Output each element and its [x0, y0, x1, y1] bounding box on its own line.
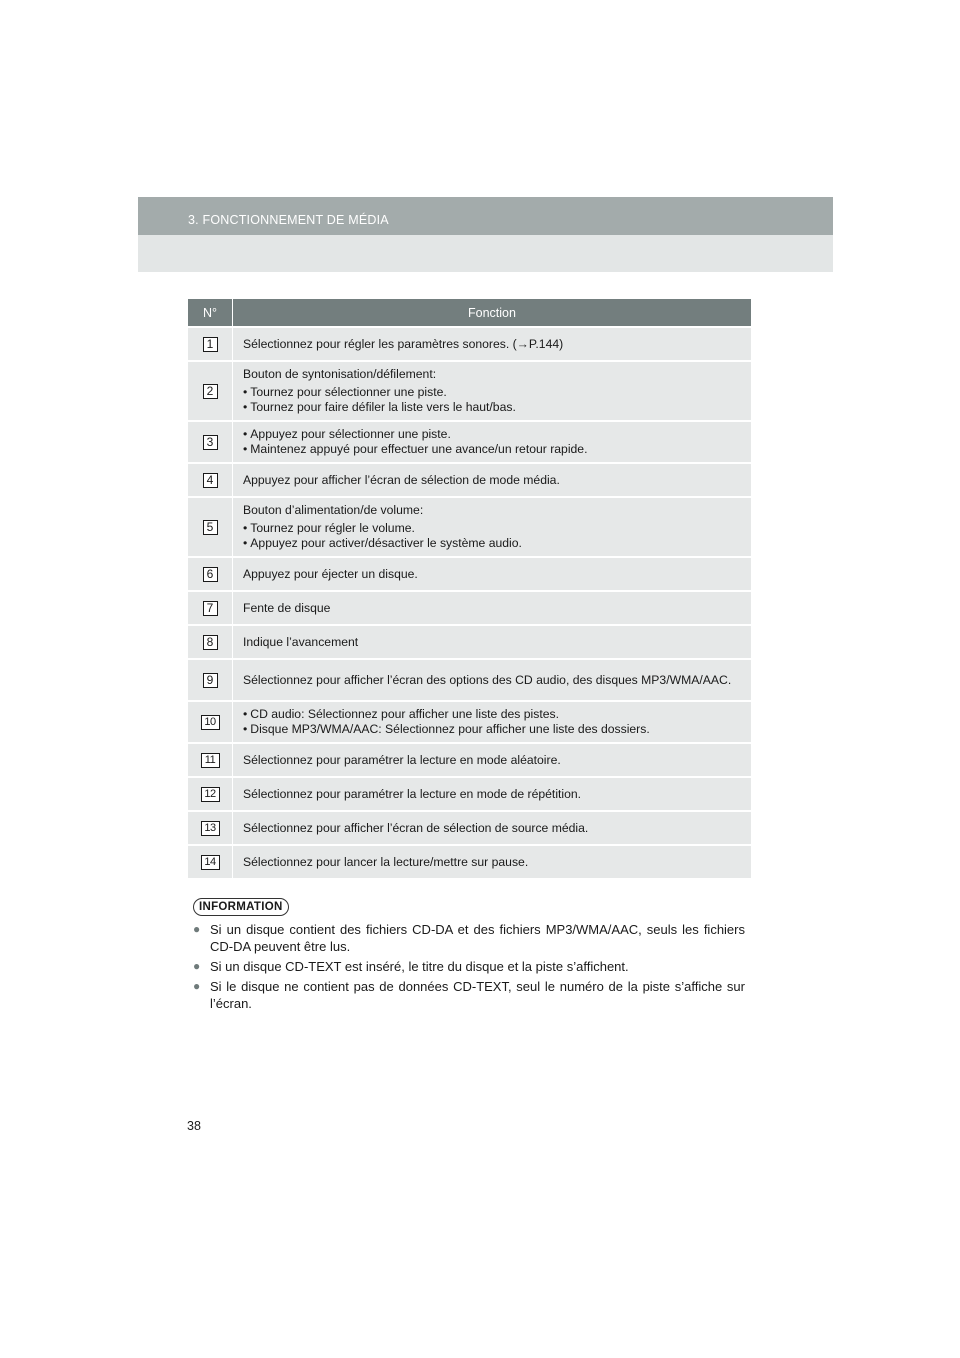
table-row [188, 326, 751, 360]
row-bullet: • Tournez pour faire défiler la liste vers le haut/bas. [243, 400, 742, 415]
table-row [188, 496, 751, 556]
item-number-badge: 1 [203, 337, 218, 352]
row-bullet: • Disque MP3/WMA/AAC: Sélectionnez pour afficher une liste des dossiers. [243, 722, 742, 737]
column-header-function: Fonction [468, 305, 516, 320]
item-number-badge: 12 [201, 787, 220, 802]
column-header-number: N° [188, 299, 233, 326]
row-text: Sélectionnez pour lancer la lecture/mettre sur pause. [243, 854, 529, 869]
row-bullet: • Appuyez pour sélectionner une piste. [243, 427, 742, 442]
information-text: Si un disque CD-TEXT est inséré, le titre du disque et la piste s’affichent. [210, 959, 629, 974]
row-bullet: • CD audio: Sélectionnez pour afficher une liste des pistes. [243, 707, 742, 722]
item-number-badge: 4 [203, 473, 218, 488]
table-row [188, 420, 751, 462]
row-text: Sélectionnez pour régler les paramètres sonores. (→P.144) [243, 336, 564, 351]
row-text: Sélectionnez pour afficher l’écran des options des CD audio, des disques MP3/WMA/AAC. [243, 672, 732, 687]
information-item [193, 921, 745, 955]
table-row [188, 776, 751, 810]
table-row [188, 624, 751, 658]
item-number-badge: 14 [201, 855, 220, 870]
function-table [188, 299, 751, 878]
row-text: Sélectionnez pour paramétrer la lecture en mode aléatoire. [243, 752, 561, 767]
information-section [193, 897, 745, 1015]
table-row [188, 810, 751, 844]
row-bullet: • Tournez pour régler le volume. [243, 521, 742, 536]
section-header-bar [138, 197, 833, 235]
row-heading: Bouton de syntonisation/défilement: [243, 367, 437, 381]
row-text: Fente de disque [243, 600, 331, 615]
filled-circle-bullet-icon: ● [193, 922, 201, 936]
information-item [193, 958, 745, 975]
item-number-badge: 3 [203, 435, 218, 450]
filled-circle-bullet-icon: ● [193, 959, 201, 973]
row-bullet: • Tournez pour sélectionner une piste. [243, 385, 742, 400]
information-text: Si un disque contient des fichiers CD-DA et des fichiers MP3/WMA/AAC, seuls les fichiers CD-DA peuvent être lus. [210, 922, 745, 954]
table-row [188, 844, 751, 878]
item-number-badge: 8 [203, 635, 218, 650]
table-row [188, 360, 751, 420]
row-text: Indique l’avancement [243, 634, 359, 649]
item-number-badge: 10 [201, 715, 220, 730]
information-label: INFORMATION [193, 898, 289, 916]
item-number-badge: 9 [203, 673, 218, 688]
row-text: Appuyez pour éjecter un disque. [243, 566, 418, 581]
item-number-badge: 6 [203, 567, 218, 582]
table-row [188, 658, 751, 700]
item-number-badge: 13 [201, 821, 220, 836]
table-row [188, 590, 751, 624]
row-bullet: • Maintenez appuyé pour effectuer une avance/un retour rapide. [243, 442, 742, 457]
row-text: Sélectionnez pour paramétrer la lecture en mode de répétition. [243, 786, 582, 801]
section-subheader-band [138, 235, 833, 272]
row-text: Appuyez pour afficher l’écran de sélection de mode média. [243, 472, 560, 487]
item-number-badge: 11 [201, 753, 220, 768]
row-bullet: • Appuyez pour activer/désactiver le système audio. [243, 536, 742, 551]
table-row [188, 700, 751, 742]
information-list [193, 921, 745, 1012]
table-row [188, 556, 751, 590]
filled-circle-bullet-icon: ● [193, 979, 201, 993]
page-number: 38 [187, 1119, 201, 1133]
information-text: Si le disque ne contient pas de données CD-TEXT, seul le numéro de la piste s’affiche sur l’écran. [210, 979, 745, 1011]
item-number-badge: 5 [203, 520, 218, 535]
table-row [188, 742, 751, 776]
row-text: Sélectionnez pour afficher l’écran de sélection de source média. [243, 820, 589, 835]
item-number-badge: 7 [203, 601, 218, 616]
item-number-badge: 2 [203, 384, 218, 399]
row-heading: Bouton d’alimentation/de volume: [243, 503, 424, 517]
information-item [193, 978, 745, 1012]
table-row [188, 462, 751, 496]
table-header-row [188, 299, 751, 326]
section-title: 3. FONCTIONNEMENT DE MÉDIA [188, 213, 389, 227]
